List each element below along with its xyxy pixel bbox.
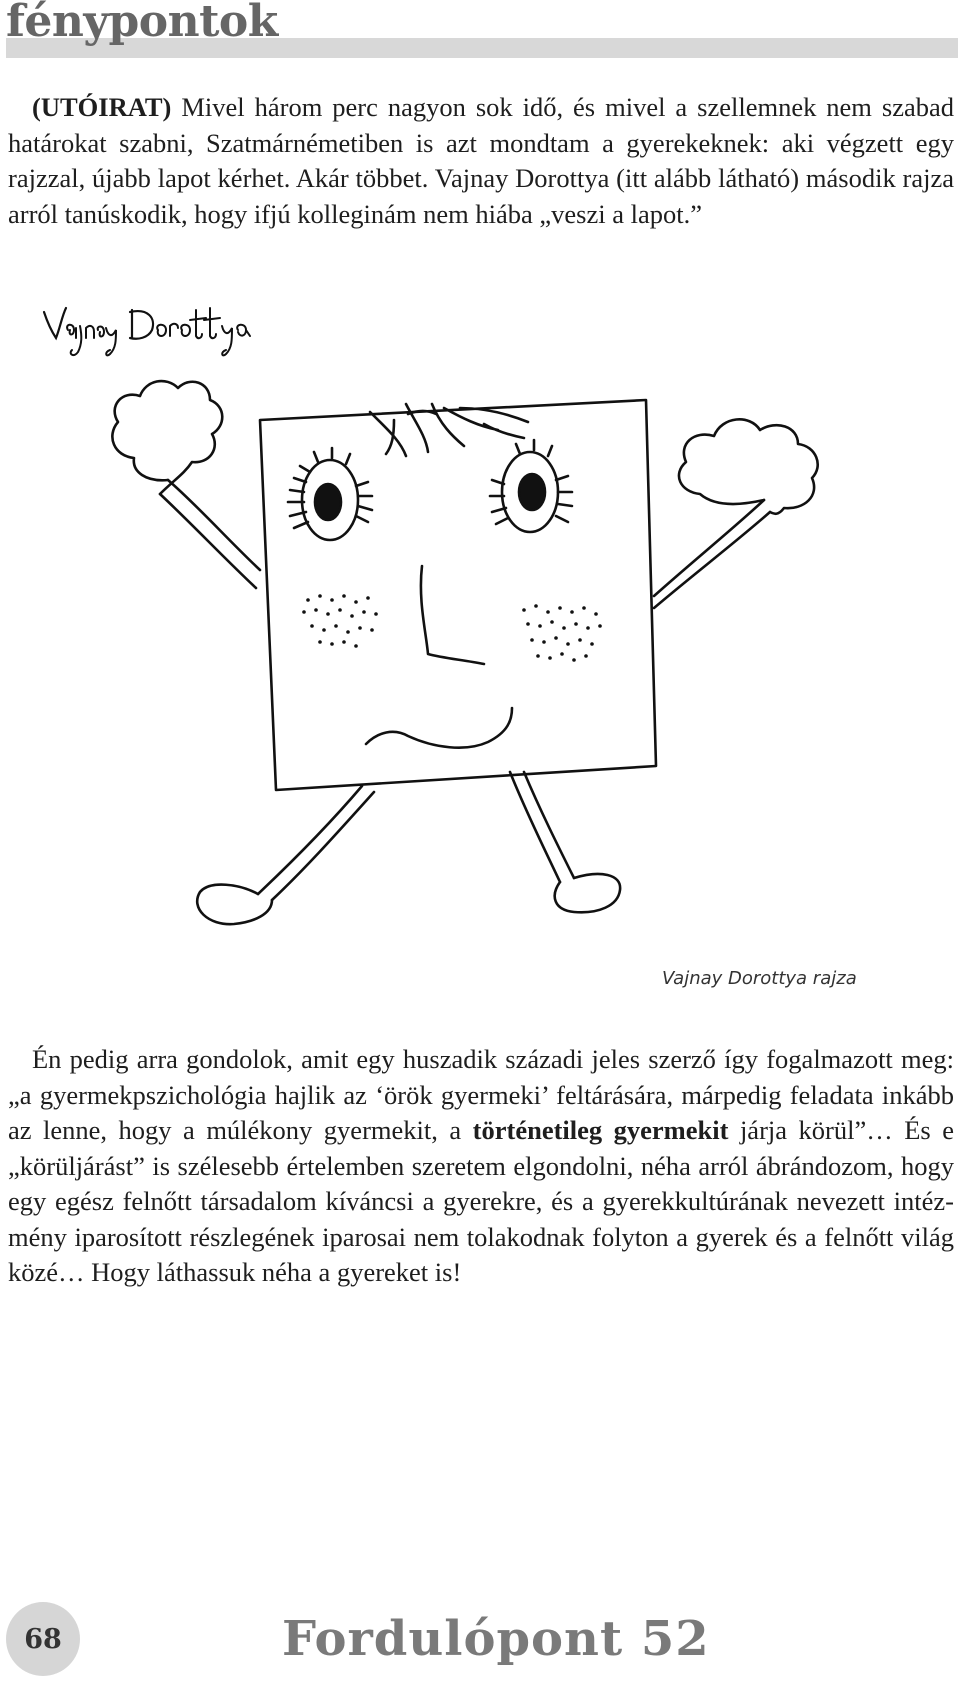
page-number-badge xyxy=(6,1602,80,1676)
child-drawing xyxy=(14,296,944,1016)
closing-emphasis: történetileg gyermekit xyxy=(472,1115,729,1145)
right-hand xyxy=(679,419,818,513)
closing-paragraph xyxy=(8,1042,954,1291)
right-arm xyxy=(654,500,770,608)
freckles xyxy=(302,594,602,662)
figure-caption: Vajnay Dorottya rajza xyxy=(662,968,857,989)
closing-text-start: Én pedig arra gondolok, amit egy huszadik századi jeles szerző így fogalmazott meg: „a gyermekpszichológia hajlik az ‘örök gyermeki’ feltárására, márpedig feladata inkább az lenne, hogy a múlékony gyermekit, a xyxy=(8,1044,954,1145)
postscript-label: (UTÓIRAT) xyxy=(32,92,172,122)
left-leg xyxy=(258,786,374,900)
nose xyxy=(421,566,484,664)
publication-title: Fordulópont 52 xyxy=(282,1611,710,1667)
postscript-paragraph xyxy=(8,90,954,232)
postscript-text: Mivel három perc nagyon sok idő, és mivel a szellemnek nem szabad határokat szabni, Szatmárnémetiben is azt mondtam a gyerekeknek: aki végzett egy rajzzal, újabb lapot kérhet. Akár többet. Vajnay Dorottya (itt alább látható) második rajza arról tanúskodik, hogy ifjú kolleginám nem hiába „veszi a lapot.” xyxy=(8,92,954,229)
right-leg xyxy=(510,772,574,882)
section-title: fénypontok xyxy=(6,0,278,47)
right-foot xyxy=(555,874,620,912)
closing-text-end: járja körül”… És e „körüljárást” is szélesebb értelemben szeretem elgondolni, néha arról ábrándozom, hogy egy egész felnőtt társadalom kíváncsi a gyerekre, és a gyerekkultúrának nevezett intézmény iparosított részlegének iparosai nem tolakodnak folyton a gyerek és a felnőtt világ közé… Hogy láthassuk néha a gyereket is! xyxy=(8,1115,954,1287)
left-arm xyxy=(160,480,260,588)
left-hand xyxy=(112,381,222,494)
page-number: 68 xyxy=(24,1623,62,1655)
mouth xyxy=(366,708,512,748)
